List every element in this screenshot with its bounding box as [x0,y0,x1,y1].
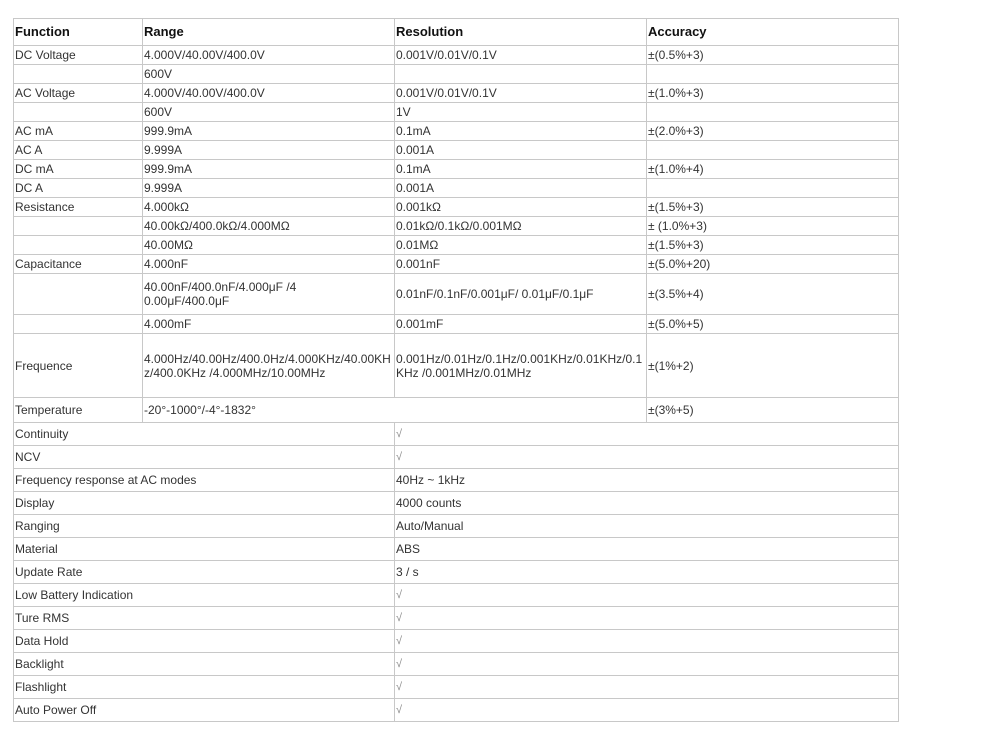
cell-function: AC A [14,141,143,160]
table-row [14,179,899,198]
cell-function: Temperature [14,398,143,423]
feature-value: Auto/Manual [395,515,899,538]
feature-label: Backlight [14,653,395,676]
feature-value: √ [395,423,899,446]
header-range: Range [143,19,395,46]
header-accuracy: Accuracy [647,19,899,46]
header-resolution: Resolution [395,19,647,46]
cell-range: 40.00MΩ [143,236,395,255]
cell-range: 600V [143,65,395,84]
cell-function: Resistance [14,198,143,217]
cell-range: 999.9mA [143,160,395,179]
feature-row [14,584,899,607]
feature-label: Flashlight [14,676,395,699]
feature-label: Data Hold [14,630,395,653]
feature-row [14,676,899,699]
cell-accuracy: ±(1%+2) [647,334,899,398]
cell-accuracy: ±(1.0%+3) [647,84,899,103]
feature-row [14,515,899,538]
cell-function [14,274,143,315]
cell-function: DC mA [14,160,143,179]
feature-value: √ [395,653,899,676]
feature-row [14,446,899,469]
feature-row [14,607,899,630]
cell-function [14,315,143,334]
cell-function [14,236,143,255]
cell-resolution: 0.1mA [395,160,647,179]
cell-resolution: 0.001mF [395,315,647,334]
cell-range: 4.000Hz/40.00Hz/400.0Hz/4.000KHz/40.00KHz/400.0KHz /4.000MHz/10.00MHz [143,334,395,398]
cell-range: 9.999A [143,179,395,198]
cell-resolution: 1V [395,103,647,122]
feature-label: Update Rate [14,561,395,584]
feature-label: Display [14,492,395,515]
feature-value: √ [395,584,899,607]
table-row-temperature [14,398,899,423]
cell-range: 600V [143,103,395,122]
table-row [14,315,899,334]
cell-function [14,103,143,122]
feature-row [14,630,899,653]
cell-accuracy [647,179,899,198]
cell-accuracy: ±(0.5%+3) [647,46,899,65]
cell-function: AC Voltage [14,84,143,103]
feature-label: Continuity [14,423,395,446]
feature-value: 3 / s [395,561,899,584]
cell-function: DC Voltage [14,46,143,65]
cell-range: 40.00kΩ/400.0kΩ/4.000MΩ [143,217,395,236]
feature-value: ABS [395,538,899,561]
cell-range: 999.9mA [143,122,395,141]
feature-label: Low Battery Indication [14,584,395,607]
cell-accuracy [647,103,899,122]
cell-resolution [395,65,647,84]
specifications-table [13,18,899,722]
feature-value: √ [395,676,899,699]
feature-label: Material [14,538,395,561]
cell-function [14,65,143,84]
cell-resolution: 0.001V/0.01V/0.1V [395,84,647,103]
feature-label: Auto Power Off [14,699,395,722]
cell-range: 4.000nF [143,255,395,274]
table-row [14,236,899,255]
table-row [14,198,899,217]
feature-row [14,492,899,515]
cell-accuracy: ±(3.5%+4) [647,274,899,315]
cell-accuracy: ±(3%+5) [647,398,899,423]
feature-value: √ [395,699,899,722]
cell-range: 9.999A [143,141,395,160]
cell-resolution: 0.001V/0.01V/0.1V [395,46,647,65]
cell-resolution: 0.01MΩ [395,236,647,255]
cell-accuracy: ±(2.0%+3) [647,122,899,141]
table-row [14,255,899,274]
feature-value: √ [395,630,899,653]
cell-accuracy: ±(1.5%+3) [647,236,899,255]
cell-range: 4.000V/40.00V/400.0V [143,84,395,103]
feature-row [14,423,899,446]
cell-range: 4.000V/40.00V/400.0V [143,46,395,65]
table-row [14,103,899,122]
feature-value: 40Hz ~ 1kHz [395,469,899,492]
cell-accuracy: ± (1.0%+3) [647,217,899,236]
feature-row [14,469,899,492]
table-header-row [14,19,899,46]
cell-resolution: 0.001A [395,141,647,160]
table-row [14,160,899,179]
cell-accuracy [647,65,899,84]
cell-function: Frequence [14,334,143,398]
table-row [14,334,899,398]
cell-range: -20°-1000°/-4°-1832° [143,398,647,423]
feature-row [14,653,899,676]
feature-label: NCV [14,446,395,469]
feature-row [14,561,899,584]
table-row [14,65,899,84]
cell-resolution: 0.1mA [395,122,647,141]
feature-value: √ [395,607,899,630]
cell-resolution: 0.001Hz/0.01Hz/0.1Hz/0.001KHz/0.01KHz/0.1KHz /0.001MHz/0.01MHz [395,334,647,398]
feature-label: Ranging [14,515,395,538]
table-row [14,217,899,236]
table-row [14,141,899,160]
cell-function [14,217,143,236]
cell-resolution: 0.01nF/0.1nF/0.001μF/ 0.01μF/0.1μF [395,274,647,315]
feature-label: Ture RMS [14,607,395,630]
cell-accuracy: ±(5.0%+20) [647,255,899,274]
feature-value: √ [395,446,899,469]
table-row [14,84,899,103]
cell-function: DC A [14,179,143,198]
cell-accuracy: ±(1.5%+3) [647,198,899,217]
table-row [14,122,899,141]
cell-resolution: 0.01kΩ/0.1kΩ/0.001MΩ [395,217,647,236]
cell-range: 4.000kΩ [143,198,395,217]
cell-function: AC mA [14,122,143,141]
table-row [14,46,899,65]
feature-row [14,699,899,722]
feature-label: Frequency response at AC modes [14,469,395,492]
cell-resolution: 0.001nF [395,255,647,274]
cell-function: Capacitance [14,255,143,274]
feature-value: 4000 counts [395,492,899,515]
cell-range: 40.00nF/400.0nF/4.000μF /40.00μF/400.0μF [143,274,395,315]
cell-accuracy: ±(1.0%+4) [647,160,899,179]
cell-resolution: 0.001kΩ [395,198,647,217]
cell-range: 4.000mF [143,315,395,334]
feature-row [14,538,899,561]
table-row [14,274,899,315]
cell-accuracy [647,141,899,160]
cell-accuracy: ±(5.0%+5) [647,315,899,334]
cell-resolution: 0.001A [395,179,647,198]
header-function: Function [14,19,143,46]
